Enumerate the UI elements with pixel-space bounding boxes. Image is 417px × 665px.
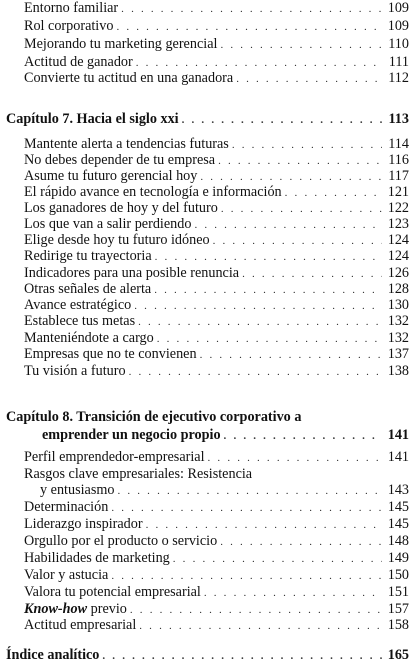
entry-label: Indicadores para una posible renuncia (24, 265, 240, 281)
toc-entry (0, 499, 417, 515)
index-heading (0, 647, 417, 663)
entry-label: Empresas que no te convienen (24, 346, 197, 362)
toc-entry (0, 152, 417, 168)
dot-leader (116, 19, 382, 35)
entry-label: Liderazgo inspirador (24, 516, 143, 532)
dot-leader (218, 153, 382, 169)
dot-leader (213, 233, 382, 249)
entry-page: 132 (387, 313, 409, 329)
toc-entry (0, 168, 417, 184)
dot-leader (208, 450, 382, 466)
entry-page: 124 (387, 232, 409, 248)
dot-leader (204, 585, 382, 601)
dot-leader (194, 217, 382, 233)
dot-leader (129, 364, 382, 380)
dot-leader (111, 500, 382, 516)
entry-label: Rol corporativo (24, 18, 114, 34)
entry-page: 117 (388, 168, 409, 184)
entry-page: 124 (387, 248, 409, 264)
entry-page: 158 (387, 617, 409, 633)
dot-leader (220, 534, 382, 550)
entry-page: 157 (387, 601, 409, 617)
entry-page: 110 (388, 36, 409, 52)
toc-entry (0, 136, 417, 152)
entry-label: Elige desde hoy tu futuro idóneo (24, 232, 210, 248)
chapter-heading (0, 111, 417, 127)
entry-label: Actitud de ganador (24, 54, 133, 70)
entry-label: El rápido avance en tecnología e información (24, 184, 282, 200)
entry-label: Mantente alerta a tendencias futuras (24, 136, 229, 152)
toc-entry (0, 516, 417, 532)
chapter-title-line1: Capítulo 8. Transición de ejecutivo corporativo a (6, 409, 302, 425)
dot-leader (224, 428, 382, 444)
dot-leader (200, 169, 382, 185)
entry-label: Los que van a salir perdiendo (24, 216, 192, 232)
entry-page: 132 (387, 330, 409, 346)
entry-page: 109 (387, 0, 409, 16)
dot-leader (200, 347, 382, 363)
toc-entry (0, 584, 417, 600)
dot-leader (285, 185, 382, 201)
dot-leader (136, 55, 382, 71)
dot-leader (173, 551, 382, 567)
chapter-heading (0, 427, 417, 443)
dot-leader (182, 112, 382, 128)
entry-page: 143 (387, 482, 409, 498)
dot-leader (121, 1, 382, 17)
entry-label: No debes depender de tu empresa (24, 152, 216, 168)
toc-entry (0, 533, 417, 549)
dot-leader (221, 201, 382, 217)
entry-page: 130 (387, 297, 409, 313)
entry-page: 141 (387, 449, 409, 465)
entry-page: 145 (387, 516, 409, 532)
chapter-title: Capítulo 7. Hacia el siglo xxi (6, 111, 179, 127)
toc-entry (0, 184, 417, 200)
toc-entry (0, 363, 417, 379)
toc-entry (0, 36, 417, 52)
toc-entry (0, 330, 417, 346)
entry-label: Manteniéndote a cargo (24, 330, 154, 346)
toc-entry (0, 265, 417, 281)
toc-entry (0, 617, 417, 633)
entry-page: 145 (387, 499, 409, 515)
chapter-page: 113 (388, 111, 409, 127)
entry-label: Orgullo por el producto o servicio (24, 533, 218, 549)
entry-label: Otras señales de alerta (24, 281, 152, 297)
entry-label: y entusiasmo (40, 482, 115, 498)
entry-page: 137 (387, 346, 409, 362)
entry-page: 109 (387, 18, 409, 34)
entry-page: 126 (387, 265, 409, 281)
entry-label: Determinación (24, 499, 109, 515)
entry-label: Valor y astucia (24, 567, 109, 583)
dot-leader (236, 71, 382, 87)
dot-leader (232, 137, 382, 153)
dot-leader (157, 331, 382, 347)
toc-entry (0, 466, 417, 482)
dot-leader (220, 37, 382, 53)
entry-label: Entorno familiar (24, 0, 119, 16)
index-label: Índice analítico (6, 647, 100, 663)
entry-page: 121 (387, 184, 409, 200)
entry-label: Rasgos clave empresariales: Resistencia (24, 466, 253, 482)
entry-page: 128 (387, 281, 409, 297)
entry-page: 122 (387, 200, 409, 216)
toc-entry (0, 346, 417, 362)
toc-entry (0, 567, 417, 583)
dot-leader (138, 314, 382, 330)
dot-leader (139, 618, 382, 634)
toc-entry (0, 313, 417, 329)
index-page: 165 (387, 647, 409, 663)
toc-entry (0, 281, 417, 297)
dot-leader (146, 517, 382, 533)
toc-entry (0, 232, 417, 248)
entry-label: Perfil emprendedor-empresarial (24, 449, 205, 465)
dot-leader (111, 568, 382, 584)
toc-entry (0, 297, 417, 313)
entry-label (24, 601, 127, 617)
dot-leader (117, 483, 382, 499)
toc-entry (0, 601, 417, 617)
entry-label: Tu visión a futuro (24, 363, 126, 379)
dot-leader (154, 282, 382, 298)
toc-entry (0, 550, 417, 566)
dot-leader (242, 266, 382, 282)
toc-entry (0, 70, 417, 86)
entry-label-italic: Know-how (24, 601, 88, 617)
dot-leader (155, 249, 382, 265)
toc-entry (0, 248, 417, 264)
toc-entry (0, 482, 417, 498)
entry-label-rest: previo (87, 601, 127, 617)
entry-page: 114 (388, 136, 409, 152)
entry-page: 116 (388, 152, 409, 168)
dot-leader (102, 648, 382, 664)
toc-entry (0, 216, 417, 232)
entry-page: 123 (387, 216, 409, 232)
entry-page: 151 (387, 584, 409, 600)
toc-entry (0, 449, 417, 465)
entry-page: 150 (387, 567, 409, 583)
dot-leader (134, 298, 382, 314)
entry-label: Establece tus metas (24, 313, 136, 329)
entry-label: Mejorando tu marketing gerencial (24, 36, 218, 52)
entry-page: 111 (388, 54, 409, 70)
dot-leader (130, 602, 382, 618)
entry-label: Valora tu potencial empresarial (24, 584, 201, 600)
entry-label: Asume tu futuro gerencial hoy (24, 168, 198, 184)
entry-label: Habilidades de marketing (24, 550, 170, 566)
entry-label: Los ganadores de hoy y del futuro (24, 200, 218, 216)
toc-entry (0, 54, 417, 70)
entry-page: 148 (387, 533, 409, 549)
entry-label: Redirige tu trayectoria (24, 248, 152, 264)
entry-label: Avance estratégico (24, 297, 132, 313)
toc-entry (0, 200, 417, 216)
entry-page: 112 (388, 70, 409, 86)
entry-label: Actitud empresarial (24, 617, 137, 633)
toc-entry (0, 18, 417, 34)
entry-page: 149 (387, 550, 409, 566)
chapter-title-line2: emprender un negocio propio (42, 427, 221, 443)
toc-entry (0, 0, 417, 16)
entry-page: 138 (387, 363, 409, 379)
entry-label: Convierte tu actitud en una ganadora (24, 70, 234, 86)
chapter-page: 141 (387, 427, 409, 443)
